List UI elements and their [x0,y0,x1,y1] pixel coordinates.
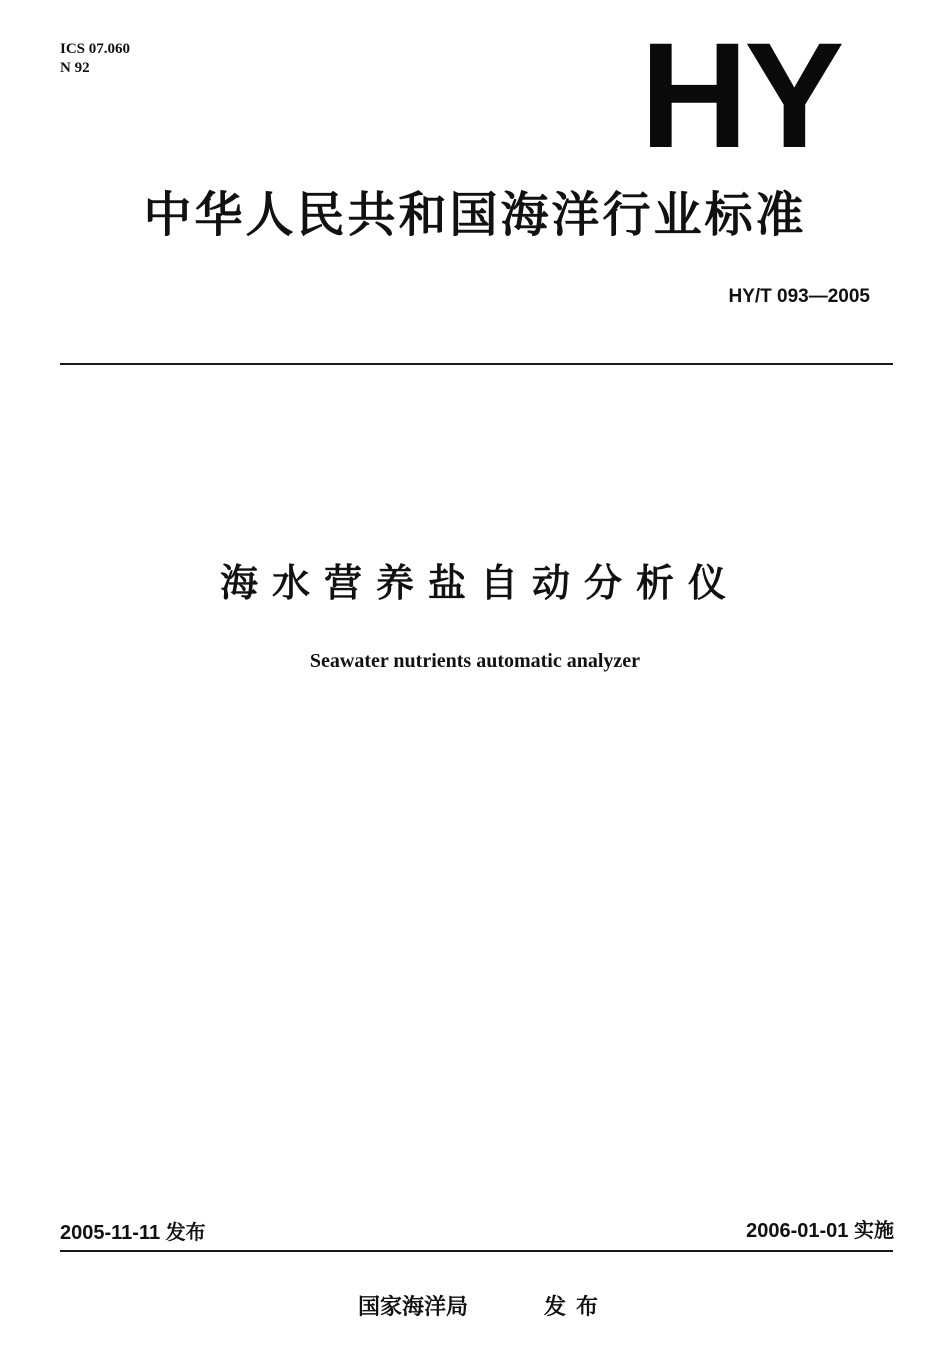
standard-category-title: 中华人民共和国海洋行业标准 [143,187,807,243]
effective-date: 2006-01-01 实施 [746,1220,894,1242]
classification-codes [60,40,130,78]
hy-logo: HY [640,11,841,179]
publisher-name: 国家海洋局 [358,1295,469,1320]
ccs-code: N 92 [60,60,90,76]
publish-label: 发布 [544,1295,609,1320]
standard-number: HY/T 093—2005 [728,286,870,307]
document-title-cn: 海水营养盐自动分析仪 [219,561,740,605]
ics-code: ICS 07.060 [60,41,131,57]
document-title-en: Seawater nutrients automatic analyzer [309,650,641,672]
footer-divider [60,1250,893,1252]
issue-date: 2005-11-11 发布 [60,1222,206,1244]
header-divider [60,363,893,365]
